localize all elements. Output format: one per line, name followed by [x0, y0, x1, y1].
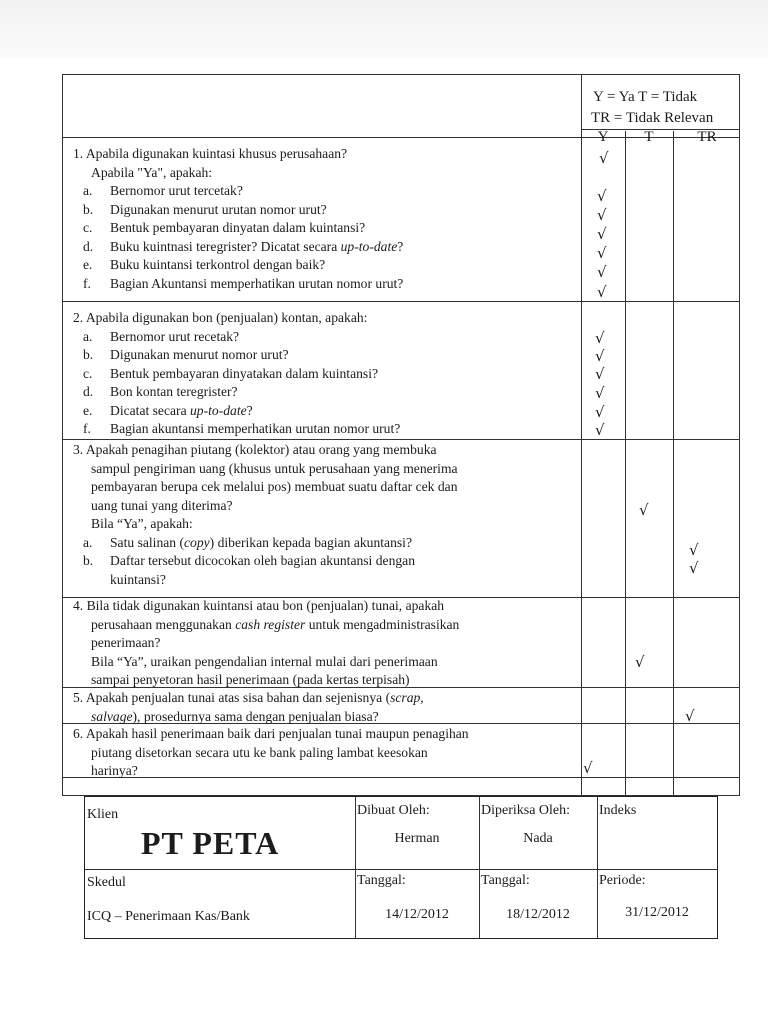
list-item: b. Digunakan menurut urutan nomor urut?: [83, 201, 327, 217]
question-4: [73, 597, 563, 690]
prepared-by-value: Herman: [394, 831, 440, 846]
list-item: f. Bagian akuntansi memperhatikan urutan nomor urut?: [83, 421, 401, 436]
check-mark-icon: √: [597, 187, 607, 205]
col-header-tr: TR: [697, 129, 717, 145]
question-title: 2. Apabila digunakan bon (penjualan) kontan, apakah:: [73, 310, 368, 325]
check-mark-icon: √: [597, 244, 607, 262]
schedule-name: ICQ – Penerimaan Kas/Bank: [87, 909, 250, 924]
check-mark-icon: √: [595, 347, 605, 365]
list-item: f. Bagian Akuntansi memperhatikan urutan nomor urut?: [83, 275, 404, 291]
workpaper-footer: [84, 796, 718, 939]
check-mark-icon: √: [597, 263, 607, 281]
client-label: Klien: [87, 807, 119, 822]
check-mark-icon: √: [599, 149, 609, 167]
reviewed-by-label: Diperiksa Oleh:: [481, 803, 571, 818]
check-mark-icon: √: [595, 365, 605, 383]
legend-line-1: Y = Ya T = Tidak: [593, 89, 698, 105]
check-mark-icon: √: [595, 384, 605, 402]
page-top-shadow: [0, 0, 768, 58]
check-mark-icon: √: [595, 329, 605, 347]
question-title-line: perusahaan menggunakan cash register untuk mengadministrasikan: [91, 616, 460, 632]
question-2: [73, 309, 563, 439]
question-title-line: 4. Bila tidak digunakan kuintansi atau bon (penjualan) tunai, apakah: [73, 598, 445, 613]
list-item: a. Bernomor urut tercetak?: [83, 183, 243, 198]
date-prepared-label: Tanggal:: [357, 873, 406, 888]
question-title-line: harinya?: [91, 763, 138, 778]
check-mark-icon: √: [597, 206, 607, 224]
question-title-line: uang tunai yang diterima?: [91, 497, 233, 513]
list-item-continuation: kuintansi?: [110, 571, 166, 587]
check-mark-icon: √: [595, 403, 605, 421]
schedule-label: Skedul: [87, 875, 126, 890]
client-name: PT PETA: [141, 825, 280, 861]
col-header-t: T: [644, 129, 654, 145]
question-title-line: 3. Apakah penagihan piutang (kolektor) atau orang yang membuka: [73, 442, 437, 457]
row-divider-2: [63, 439, 739, 440]
check-mark-icon: √: [597, 225, 607, 243]
question-title-line: sampul pengiriman uang (khusus untuk perusahaan yang menerima: [91, 460, 458, 476]
date-prepared-value: 14/12/2012: [385, 907, 449, 922]
check-mark-icon: √: [597, 283, 607, 301]
check-mark-icon: √: [689, 559, 699, 577]
question-5: [73, 689, 563, 726]
col-header-y: Y: [597, 129, 609, 145]
check-mark-icon: √: [639, 501, 649, 519]
list-item: c. Bentuk pembayaran dinyatakan dalam kuintansi?: [83, 365, 379, 381]
legend-line-2: TR = Tidak Relevan: [591, 110, 714, 126]
check-mark-icon: √: [583, 759, 593, 777]
icq-checklist-table: [62, 74, 740, 796]
question-intro: Apabila "Ya", apakah:: [91, 164, 213, 180]
list-item: a. Bernomor urut recetak?: [83, 328, 240, 344]
question-title-line: 5. Apakah penjualan tunai atas sisa bahan dan sejenisnya (scrap,: [73, 690, 424, 705]
check-mark-icon: √: [685, 707, 695, 725]
list-item: b. Digunakan menurut nomor urut?: [83, 347, 289, 362]
period-value: 31/12/2012: [625, 905, 689, 920]
question-title-line: sampai penyetoran hasil penerimaan (pada kertas terpisah): [91, 672, 410, 687]
list-item: c. Bentuk pembayaran dinyatan dalam kuintansi?: [83, 220, 366, 235]
list-item: a. Satu salinan (copy) diberikan kepada bagian akuntansi?: [83, 534, 412, 550]
list-item: e. Buku kuintansi terkontrol dengan baik?: [83, 257, 326, 272]
list-item: e. Dicatat secara up-to-date?: [83, 402, 253, 418]
list-item: d. Bon kontan teregrister?: [83, 384, 238, 399]
footer-divider: [85, 869, 717, 870]
row-divider-1: [63, 301, 739, 302]
date-reviewed-value: 18/12/2012: [506, 907, 570, 922]
question-3: [73, 441, 563, 589]
check-mark-icon: √: [595, 421, 605, 439]
check-mark-icon: √: [635, 653, 645, 671]
question-6: [73, 725, 563, 781]
question-title-line: piutang disetorkan secara utu ke bank paling lambat keesokan: [91, 744, 428, 760]
question-title-line: Bila “Ya”, uraikan pengendalian internal mulai dari penerimaan: [91, 653, 438, 669]
list-item: b. Daftar tersebut dicocokan oleh bagian akuntansi dengan: [83, 553, 415, 568]
date-reviewed-label: Tanggal:: [481, 873, 530, 888]
index-label: Indeks: [599, 803, 637, 818]
question-intro: Bila “Ya”, apakah:: [91, 516, 193, 531]
question-1: [73, 145, 563, 293]
reviewed-by-value: Nada: [523, 831, 553, 846]
prepared-by-label: Dibuat Oleh:: [357, 803, 430, 818]
col-divider-tr: [673, 131, 674, 795]
question-title: 1. Apabila digunakan kuintasi khusus perusahaan?: [73, 146, 348, 161]
list-item: d. Buku kuintnasi teregrister? Dicatat secara up-to-date?: [83, 238, 404, 254]
col-divider-t: [625, 131, 626, 795]
check-mark-icon: √: [689, 541, 699, 559]
question-title-line: salvage), prosedurnya sama dengan penjualan biasa?: [91, 708, 379, 724]
period-label: Periode:: [599, 873, 646, 888]
question-title-line: 6. Apakah hasil penerimaan baik dari penjualan tunai maupun penagihan: [73, 726, 469, 741]
question-title-line: pembayaran berupa cek melalui pos) membuat suatu daftar cek dan: [91, 479, 458, 494]
question-title-line: penerimaan?: [91, 635, 161, 650]
